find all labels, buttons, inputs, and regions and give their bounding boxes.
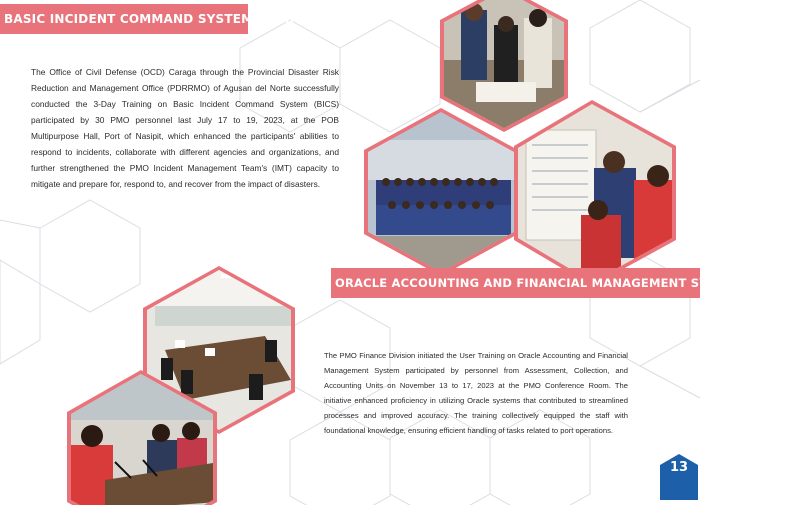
photo-group-participants — [364, 108, 518, 278]
photo-whiteboard-activity — [514, 100, 684, 290]
bics-photo-cluster — [366, 0, 700, 290]
afms-photo-cluster — [65, 240, 305, 500]
section-title-bics: BASIC INCIDENT COMMAND SYSTEM TRAINING — [0, 4, 248, 34]
section-title-afms: ORACLE ACCOUNTING AND FINANCIAL MANAGEMENT SYSTEM (AFMS) — [331, 268, 700, 298]
page-number-badge — [660, 454, 698, 500]
section-body-bics: The Office of Civil Defense (OCD) Caraga through the Provincial Disaster Risk Reduction and Management Office (PDRRMO) of Agusan del Norte successfully conducted the 3-Day Training on Basic Incident Command System (BICS) participated by 30 PMO personnel last July 17 to 19, 2023, at the POB Multipurpose Hall, Port of Nasipit, which enhanced the participants' abilities to respond to incidents, collaborate with different agencies and organizations, and further strengthened the PMO Incident Management Team's (IMT) capacity to mitigate and prepare for, respond to, and recover from the impact of disasters. — [31, 67, 339, 189]
page-number: 13 — [669, 460, 689, 475]
section-body-afms: The PMO Finance Division initiated the User Training on Oracle Accounting and Financial Management System participated by personnel from Assessment, Collection, and Accounting Units on November 13 to 17, 2023 at the PMO Conference Room. The initiative enhanced proficiency in utilizing Oracle systems that contributed to streamlined processes and improved accuracy. The training collectively equipped the staff with foundational knowledge, ensuring efficient handling of tasks related to port operations. — [324, 351, 628, 435]
